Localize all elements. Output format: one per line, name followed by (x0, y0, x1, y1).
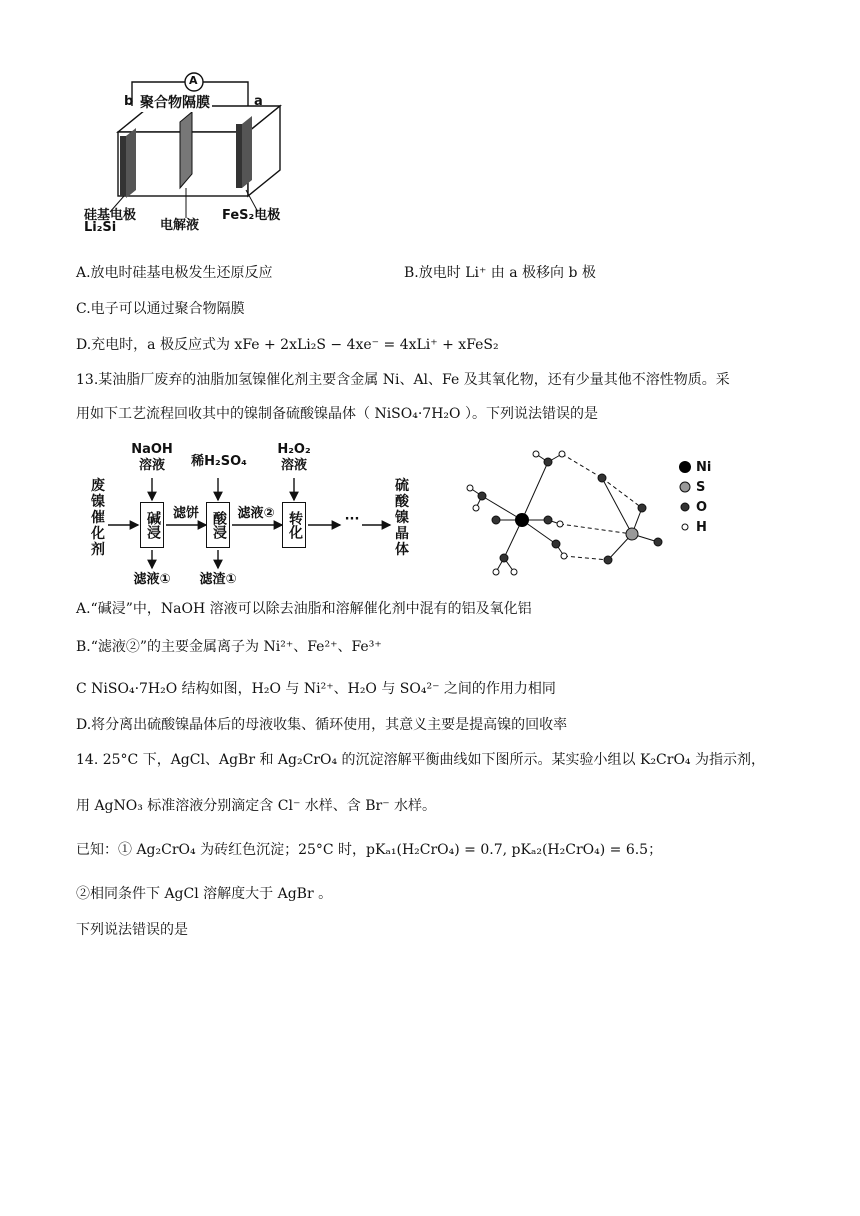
flow-filtrate1: 滤液① (133, 572, 171, 587)
legend-ni: Ni (696, 460, 712, 475)
flow-reagent-naoh: NaOH溶液 (131, 442, 173, 473)
membrane-label: 聚合物隔膜 (138, 92, 212, 112)
q12-option-c: C.电子可以通过聚合物隔膜 (76, 301, 245, 317)
q13-stem-line1: 13.某油脂厂废弃的油脂加氢镍催化剂主要含金属 Ni、Al、Fe 及其氧化物，还有少量其他不溶性物质。采 (76, 372, 730, 388)
terminal-b: b (124, 94, 134, 109)
flow-input-label: 废镍催化剂 (91, 478, 105, 558)
terminal-a: a (254, 94, 263, 109)
flow-step-convert: 转化 (282, 502, 306, 548)
fes2-electrode-label: FeS₂电极 (222, 208, 281, 223)
structure-sketch (452, 448, 692, 588)
q12-option-b: B.放电时 Li⁺ 由 a 极移向 b 极 (404, 265, 596, 281)
q12-option-a: A.放电时硅基电极发生还原反应 (76, 265, 273, 281)
flow-reagent-h2o2: H₂O₂溶液 (277, 442, 311, 473)
flow-filter-cake: 滤饼 (172, 506, 199, 521)
battery-diagram (80, 62, 300, 242)
ammeter-label: A (189, 74, 198, 87)
legend-s: S (696, 480, 706, 495)
legend-h: H (696, 520, 707, 535)
flow-residue1: 滤渣① (199, 572, 237, 587)
q14-known2: ②相同条件下 AgCl 溶解度大于 AgBr 。 (76, 886, 333, 902)
silicon-electrode-label: 硅基电极 (84, 208, 137, 223)
structure-legend-markers (678, 460, 692, 536)
q13-option-b: B.“滤液②”的主要金属离子为 Ni²⁺、Fe²⁺、Fe³⁺ (76, 639, 382, 655)
legend-o: O (696, 500, 708, 515)
q13-option-c: C NiSO₄·7H₂O 结构如图，H₂O 与 Ni²⁺、H₂O 与 SO₄²⁻ 之间的作用力相同 (76, 681, 556, 697)
q14-question: 下列说法错误的是 (76, 922, 188, 938)
q14-stem-line2: 用 AgNO₃ 标准溶液分别滴定含 Cl⁻ 水样、含 Br⁻ 水样。 (76, 798, 437, 814)
q14-stem-line1: 14. 25°C 下，AgCl、AgBr 和 Ag₂CrO₄ 的沉淀溶解平衡曲线如下图所示。某实验小组以 K₂CrO₄ 为指示剂， (76, 752, 765, 768)
q12-option-d: D.充电时，a 极反应式为 xFe + 2xLi₂S − 4xe⁻ = 4xLi⁺ + xFeS₂ (76, 337, 499, 353)
nickel-sulfate-structure (452, 448, 752, 588)
process-flow-diagram (86, 440, 426, 590)
q13-option-a: A.“碱浸”中，NaOH 溶液可以除去油脂和溶解催化剂中混有的铝及氧化铝 (76, 601, 532, 617)
flow-step-acid-leach: 酸浸 (206, 502, 230, 548)
li2si-label: Li₂Si (84, 220, 117, 235)
q14-known1: 已知：① Ag₂CrO₄ 为砖红色沉淀；25°C 时，pKₐ₁(H₂CrO₄) = 0.7, pKₐ₂(H₂CrO₄) = 6.5； (76, 842, 663, 858)
flow-filtrate2: 滤液② (237, 506, 275, 521)
flow-step-alkali-leach: 碱浸 (140, 502, 164, 548)
flow-reagent-h2so4: 稀H₂SO₄ (191, 454, 247, 469)
electrolyte-label: 电解液 (160, 218, 200, 233)
q13-option-d: D.将分离出硫酸镍晶体后的母液收集、循环使用，其意义主要是提高镍的回收率 (76, 717, 568, 733)
flow-output-label: 硫酸镍晶体 (395, 478, 409, 558)
flow-ellipsis: ··· (344, 512, 360, 527)
q13-stem-line2: 用如下工艺流程回收其中的镍制备硫酸镍晶体（ NiSO₄·7H₂O ）。下列说法错误的是 (76, 406, 598, 422)
